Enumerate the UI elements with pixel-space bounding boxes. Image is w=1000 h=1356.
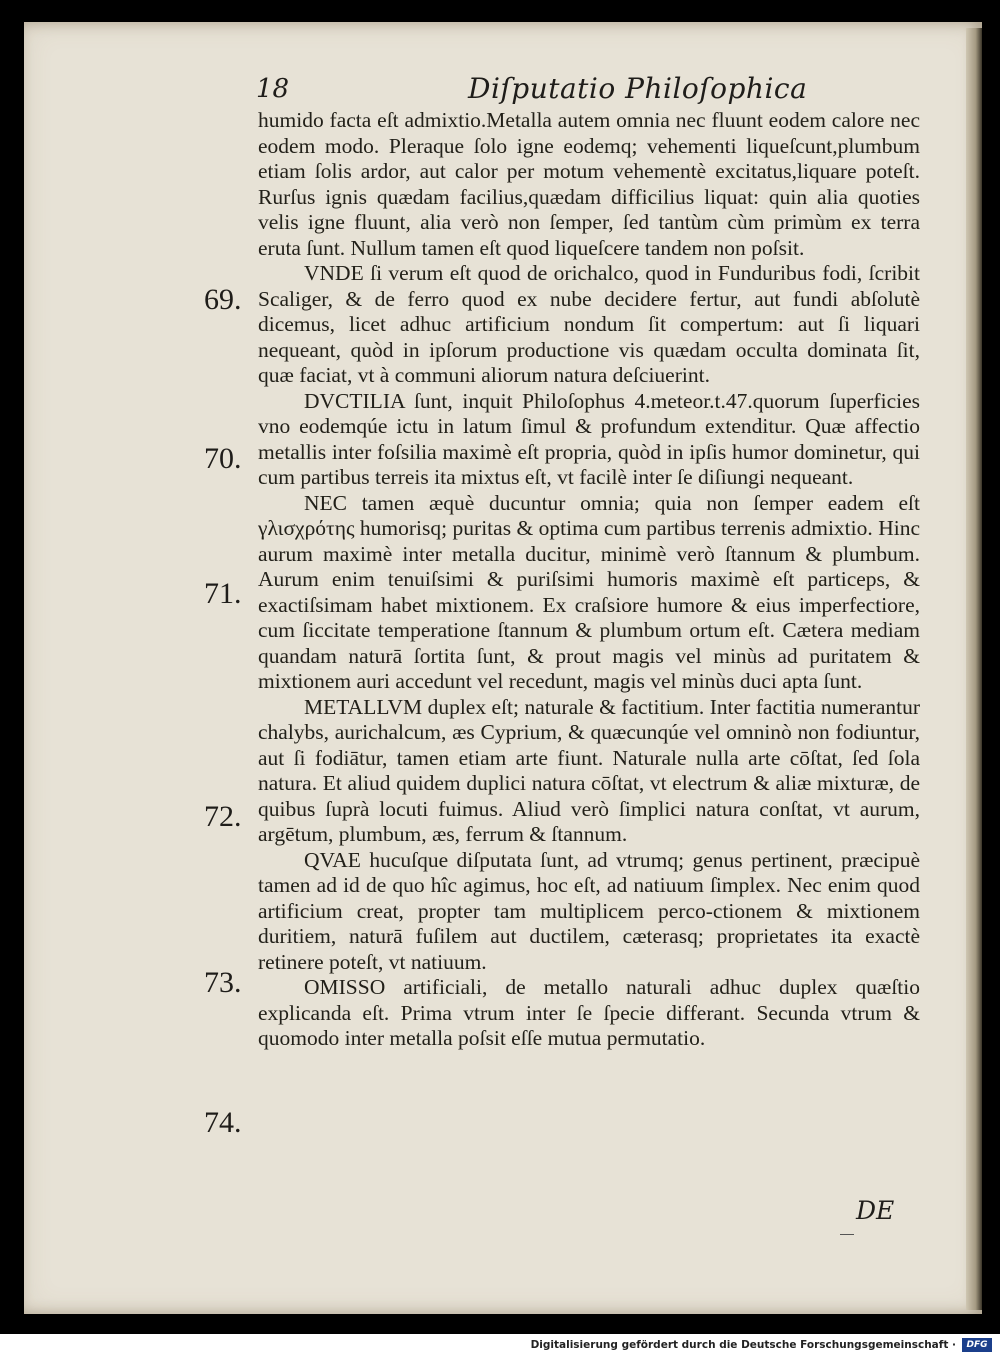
page-edge [966, 28, 982, 1310]
funding-notice: Digitalisierung gefördert durch die Deutsche Forschungsgemeinschaft · [530, 1339, 956, 1351]
body-text [258, 108, 920, 1052]
catchword: DE [856, 1196, 895, 1225]
page-number: 18 [256, 74, 290, 104]
section-number-73: 73. [204, 966, 242, 999]
paragraph-70: DVCTILIA ſunt, inquit Philoſophus 4.meteor.t.47.quorum ſuperficies vno eodemqúe ictu in latum ſimul & profundum extenditur. Quæ affectio metallis inter foſsilia maximè eſt propria, quòd in ipſis humor dominetur, qui cum partibus terreis ita mixtus eſt, vt facilè inter ſe diſiungi nequeant. [258, 388, 920, 489]
paragraph-74: OMISSO artificiali, de metallo naturali adhuc duplex quæſtio explicanda eſt. Prima vtrum inter ſe ſpecie differant. Secunda vtrum & quomodo inter metalla poſsit eſſe mutua permutatio. [258, 975, 920, 1050]
section-number-72: 72. [204, 800, 242, 833]
running-head: Diſputatio Philoſophica [468, 72, 808, 105]
section-number-71: 71. [204, 577, 242, 610]
section-number-69: 69. [204, 283, 242, 316]
paragraph-68-continued: humido facta eſt admixtio.Metalla autem omnia nec fluunt eodem calore nec eodem modo. Pleraque ſolo igne eodemq; vehementi liqueſcunt,plumbum etiam ſolis ardor, aut calor per motum vehementè excitatus,liquare poteſt. Rurſus ignis quædam facilius,quædam difficilius liquat: quin alia quoties velis igne fluunt, alia verò non ſemper, ſed tantùm cùm primùm ex terra eruta ſunt. Nullum tamen eſt quod liqueſcere tandem non poſsit. [258, 108, 920, 260]
paragraph-71: NEC tamen æquè ducuntur omnia; quia non ſemper eadem eſt γλισχρότης humorisq; puritas & optima cum partibus terrenis admixtio. Hinc aurum maximè inter metalla ducitur, minimè verò ſtannum & plumbum. Aurum enim tenuiſsimi & puriſsimi humoris maximè eſt particeps, & exactiſsimam habet mixtionem. Ex craſsiore humore & eius imperfectiore, cum ſiccitate temperatione ſtannum & plumbum ortum eſt. Cætera mediam quandam naturā ſortita ſunt, & prout magis vel minùs ad puritatem & mixtionem auri accedunt vel recedunt, magis vel minùs duci apta ſunt. [258, 490, 920, 693]
paragraph-73: QVAE hucuſque diſputata ſunt, ad vtrumq; genus pertinent, præcipuè tamen ad id de quo hîc agimus, hoc eſt, ad natiuum ſimplex. Nec enim quod artificium creat, propter tam multiplicem perco-ctionem & mixtionem duritiem, naturā fuſilem aut ductilem, cæterasq; proprietates ita exactè retinere poteſt, vt natiuum. [258, 847, 920, 974]
catchword-dash [840, 1234, 854, 1235]
section-number-74: 74. [204, 1106, 242, 1139]
section-number-70: 70. [204, 442, 242, 475]
paragraph-69: VNDE ſi verum eſt quod de orichalco, quod in Funduribus fodi, ſcribit Scaliger, & de ferro quod ex nube decidere fertur, aut fundi abſolutè dicemus, licet adhuc artificium nondum ſit compertum: aut ſi liquari nequeant, quòd in ipſorum productione vis quædam occulta dominata ſit, quæ faciat, vt à communi aliorum natura deſciuerint. [258, 261, 920, 387]
paragraph-72: METALLVM duplex eſt; naturale & factitium. Inter factitia numerantur chalybs, aurichalcum, æs Cyprium, & quæcunqúe vel omninò non fodiuntur, aut ſi fodiātur, tamen etiam arte fiunt. Naturale nulla arte cōſtat, ſed ſola natura. Et aliud quidem duplici natura cōſtat, vt electrum & aliæ mixturæ, de quibus ſuprà locuti fuimus. Aliud verò ſimplici natura conſtat, vt aurum, argētum, plumbum, æs, ferrum & ſtannum. [258, 694, 920, 846]
dfg-logo-icon: DFG [962, 1338, 992, 1352]
